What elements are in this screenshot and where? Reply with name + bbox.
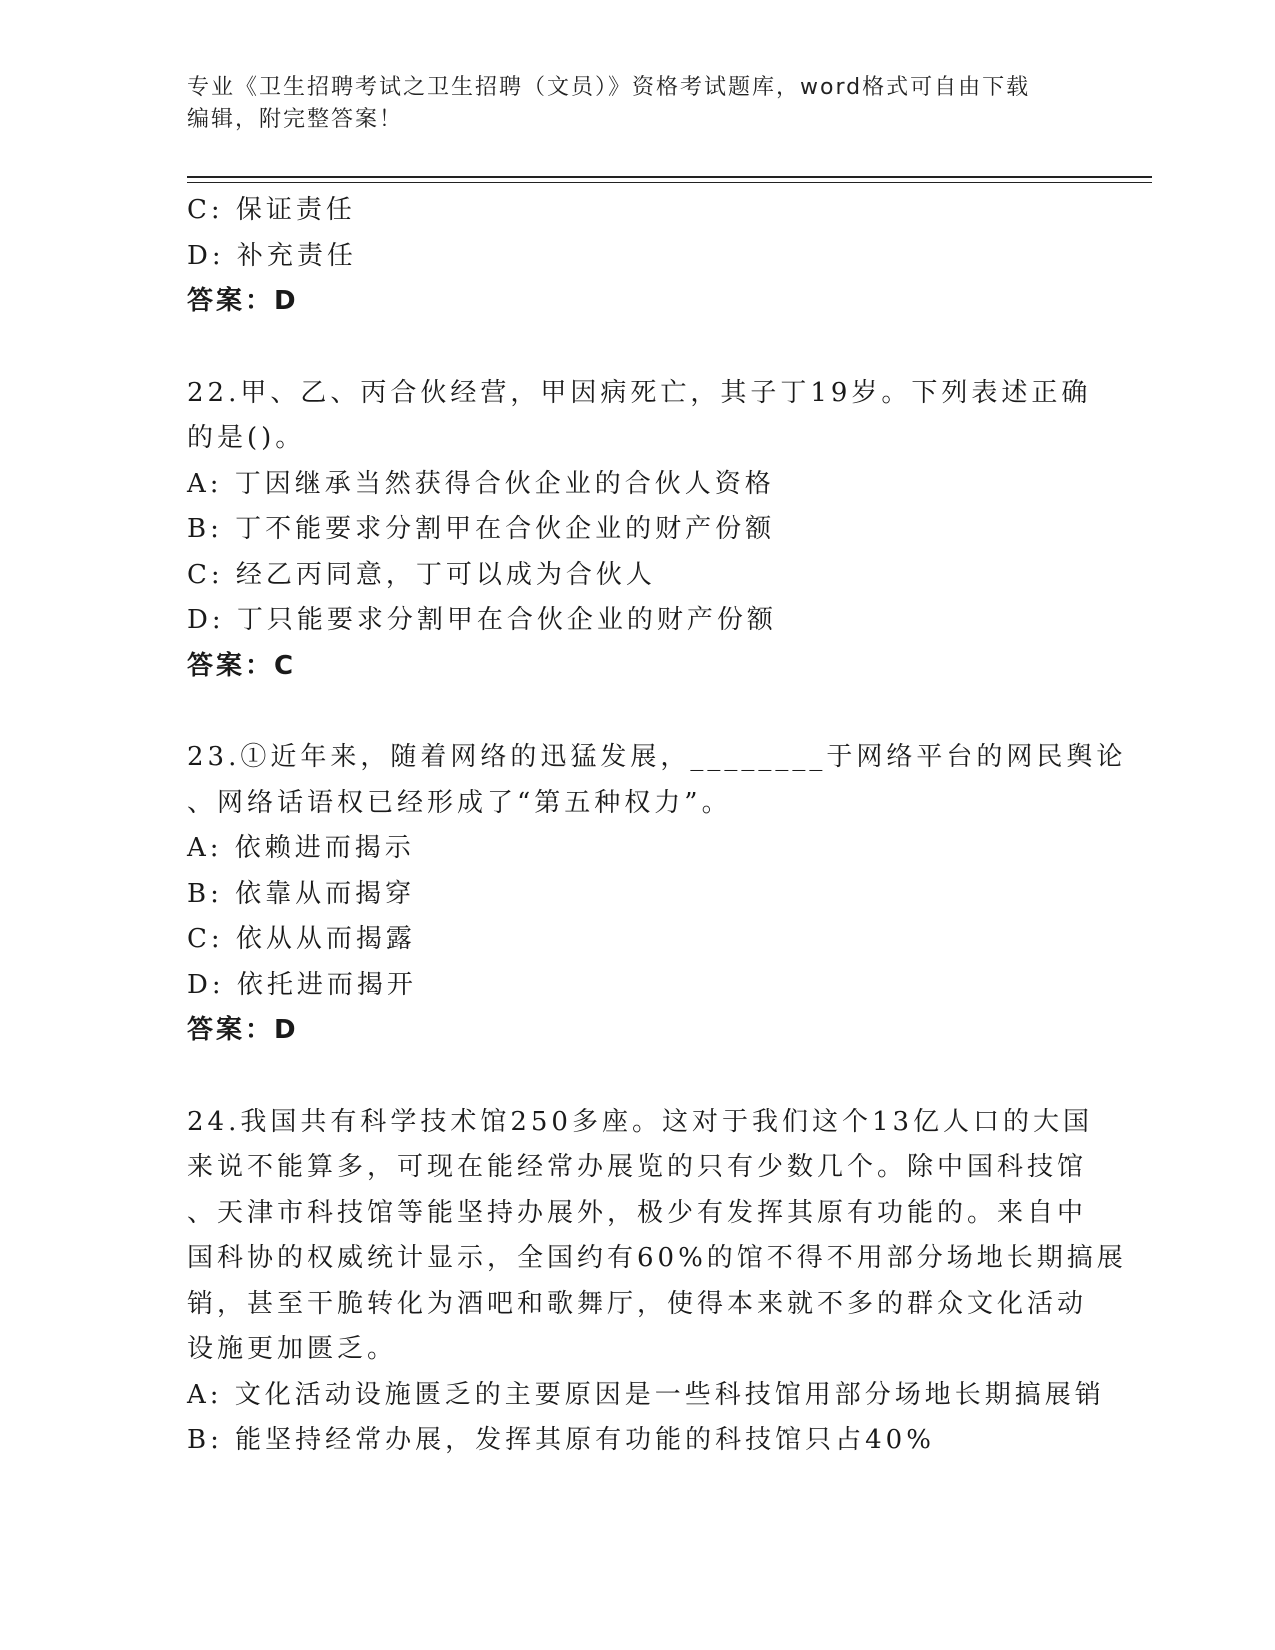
header-rule-thick <box>187 176 1152 178</box>
header-line-2: 编辑，附完整答案！ <box>187 107 404 132</box>
question-text: 的是()。 <box>187 423 306 453</box>
question-24 <box>187 1100 1127 1464</box>
option-d: D: 补充责任 <box>187 240 357 271</box>
option-a: A: 文化活动设施匮乏的主要原因是一些科技馆用部分场地长期搞展销 <box>187 1379 1105 1410</box>
option-d: D: 丁只能要求分割甲在合伙企业的财产份额 <box>187 605 777 635</box>
option-b: B: 能坚持经常办展，发挥其原有功能的科技馆只占40% <box>187 1425 935 1455</box>
question-text: 23.①近年来，随着网络的迅猛发展，________于网络平台的网民舆论 <box>187 742 1127 772</box>
question-text: 设施更加匮乏。 <box>187 1334 398 1364</box>
question-23 <box>187 735 1127 1054</box>
option-a: A: 丁因继承当然获得合伙企业的合伙人资格 <box>187 468 775 499</box>
question-text: 24.我国共有科学技术馆250多座。这对于我们这个13亿人口的大国 <box>187 1106 1094 1137</box>
document-header <box>187 72 1067 136</box>
header-rule-thin <box>187 182 1152 183</box>
question-22 <box>187 371 1092 690</box>
option-b: B: 丁不能要求分割甲在合伙企业的财产份额 <box>187 514 776 544</box>
question-text: 国科协的权威统计显示，全国约有60%的馆不得不用部分场地长期搞展 <box>187 1243 1127 1273</box>
question-content <box>187 188 1127 1464</box>
question-text: 、网络话语权已经形成了“第五种权力”。 <box>187 787 732 818</box>
spacer <box>187 325 1087 371</box>
question-text: 销，甚至干脆转化为酒吧和歌舞厅，使得本来就不多的群众文化活动 <box>187 1288 1088 1319</box>
question-text: 22.甲、乙、丙合伙经营，甲因病死亡，其子丁19岁。下列表述正确 <box>187 377 1092 408</box>
spacer <box>187 1054 1087 1100</box>
option-d: D: 依托进而揭开 <box>187 969 417 1000</box>
answer: 答案：D <box>187 286 299 316</box>
option-c: C: 保证责任 <box>187 195 356 225</box>
header-line-1: 专业《卫生招聘考试之卫生招聘（文员）》资格考试题库，word格式可自由下载 <box>187 75 1031 100</box>
option-c: C: 经乙丙同意，丁可以成为合伙人 <box>187 559 656 590</box>
answer: 答案：C <box>187 650 297 681</box>
answer: 答案：D <box>187 1015 299 1045</box>
question-text: 来说不能算多，可现在能经常办展览的只有少数几个。除中国科技馆 <box>187 1152 1088 1182</box>
question-21-tail <box>187 188 1087 325</box>
option-a: A: 依赖进而揭示 <box>187 833 415 863</box>
option-b: B: 依靠从而揭穿 <box>187 878 416 909</box>
spacer <box>187 689 1087 735</box>
question-text: 、天津市科技馆等能坚持办展外，极少有发挥其原有功能的。来自中 <box>187 1197 1088 1228</box>
option-c: C: 依从从而揭露 <box>187 924 416 954</box>
